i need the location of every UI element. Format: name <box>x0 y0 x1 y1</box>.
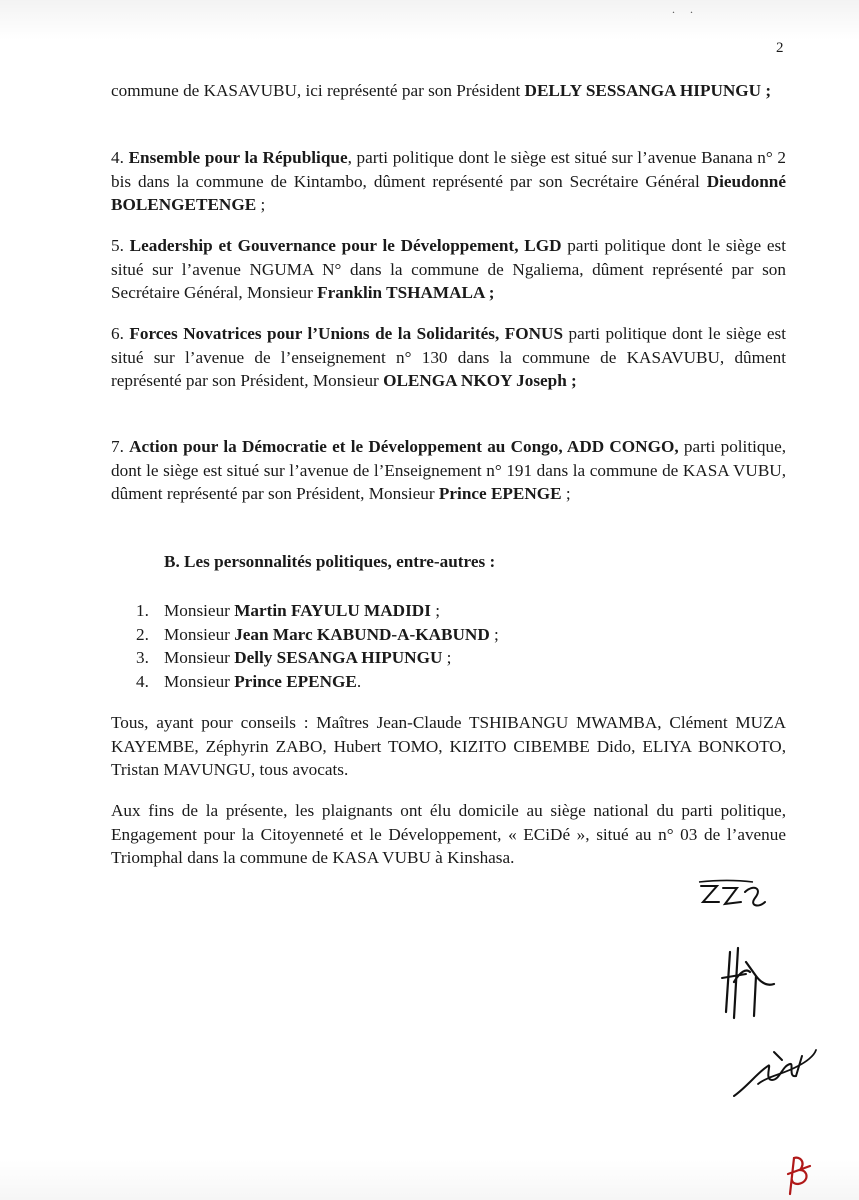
personalities-list <box>136 599 499 693</box>
paragraph-3-continued <box>111 79 786 103</box>
item-number: 4. <box>111 148 129 167</box>
paragraph-text: commune de KASAVUBU, ici représenté par son Président <box>111 81 525 100</box>
representative-name: DELLY SESSANGA HIPUNGU ; <box>524 81 772 100</box>
handwritten-signature-3 <box>728 1036 820 1106</box>
page-number: 2 <box>776 40 784 56</box>
list-prefix: Monsieur <box>164 624 235 644</box>
handwritten-signature-2 <box>716 942 786 1022</box>
handwritten-initial-4 <box>780 1152 820 1198</box>
paragraph-6 <box>111 322 786 393</box>
person-name: Delly SESANGA HIPUNGU <box>234 648 443 667</box>
list-prefix: Monsieur <box>164 648 235 667</box>
person-name: Martin FAYULU MADIDI <box>234 601 431 620</box>
paragraph-text: ; <box>561 484 571 503</box>
list-number: 2. <box>136 624 149 644</box>
list-suffix: ; <box>442 648 452 667</box>
list-item <box>136 623 499 647</box>
list-suffix: . <box>356 671 362 691</box>
paragraph-text: parti politique dont le siège est situé sur l’avenue NGUMA N° dans la commune de Ngaliema, dûment représenté par son Secrétaire Général, Monsieur <box>111 236 786 302</box>
list-suffix: ; <box>489 624 499 644</box>
item-number: 5. <box>111 236 130 255</box>
paragraph-text: , parti politique dont le siège est situé sur l’avenue Banana n° 2 bis dans la commune de Kintambo, dûment représenté par son Secrétaire Général <box>111 148 786 191</box>
paragraph-text: ; <box>256 195 266 214</box>
section-b-heading: B. Les personnalités politiques, entre-autres : <box>164 552 496 571</box>
person-name: Jean Marc KABUND-A-KABUND <box>234 624 490 644</box>
paragraph-text: parti politique, dont le siège est situé sur l’avenue de l’Enseignement n° 191 dans la commune de KASA VUBU, dûment représenté par son Président, Monsieur <box>111 437 786 503</box>
representative-name: Prince EPENGE <box>438 484 562 503</box>
paragraph-text: parti politique dont le siège est situé sur l’avenue de l’enseignement n° 130 dans la commune de KASAVUBU, dûment représenté par son Président, Monsieur <box>111 324 786 390</box>
top-marks: . . <box>672 2 699 16</box>
list-number: 1. <box>136 601 149 620</box>
list-item <box>136 670 499 694</box>
list-item <box>136 599 499 623</box>
list-number: 3. <box>136 648 149 667</box>
party-name: Ensemble pour la République <box>128 148 348 167</box>
list-number: 4. <box>136 671 149 691</box>
paragraph-5 <box>111 234 786 305</box>
party-name: Leadership et Gouvernance pour le Développement, LGD <box>129 236 562 255</box>
party-name: Action pour la Démocratie et le Développement au Congo, ADD CONGO, <box>129 437 679 456</box>
list-suffix: ; <box>430 601 440 620</box>
handwritten-initials-1 <box>697 878 769 912</box>
representative-name: OLENGA NKOY Joseph ; <box>383 371 577 390</box>
counsel-paragraph: Tous, ayant pour conseils : Maîtres Jean-Claude TSHIBANGU MWAMBA, Clément MUZA KAYEMBE, Zéphyrin ZABO, Hubert TOMO, KIZITO CIBEMBE Dido, ELIYA BONKOTO, Tristan MAVUNGU, tous avocats. <box>111 713 786 779</box>
representative-name: Dieudonné BOLENGETENGE <box>111 171 786 214</box>
item-number: 7. <box>111 437 130 456</box>
person-name: Prince EPENGE <box>234 671 357 691</box>
domicile-paragraph: Aux fins de la présente, les plaignants ont élu domicile au siège national du parti politique, Engagement pour la Citoyenneté et le Développement, « ECiDé », situé au n° 03 de l’avenue Triomphal dans la commune de KASA VUBU à Kinshasa. <box>111 801 786 867</box>
paragraph-4 <box>111 146 786 217</box>
representative-name: Franklin TSHAMALA ; <box>317 283 495 302</box>
list-prefix: Monsieur <box>164 601 235 620</box>
party-name: Forces Novatrices pour l’Unions de la Solidarités, FONUS <box>129 324 564 343</box>
item-number: 6. <box>111 324 130 343</box>
paragraph-7 <box>111 435 786 506</box>
list-prefix: Monsieur <box>164 671 235 691</box>
list-item <box>136 646 499 670</box>
